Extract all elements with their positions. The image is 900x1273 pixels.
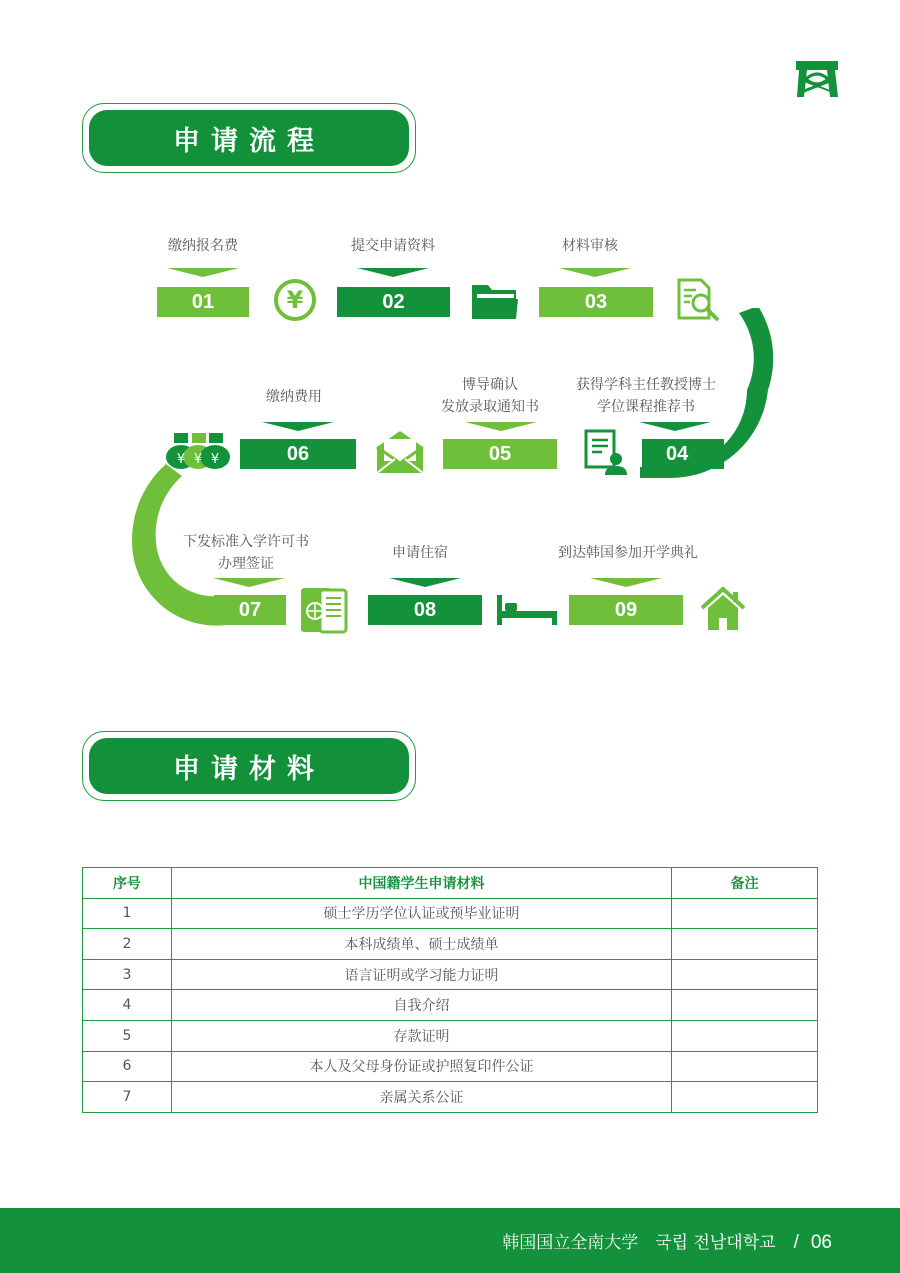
step-01-label: 缴纳报名费 (168, 238, 238, 254)
row-index: 4 (83, 990, 172, 1021)
table-row (83, 1020, 818, 1051)
step-07-label (176, 531, 316, 575)
header-note: 备注 (672, 868, 818, 899)
footer-text (502, 1228, 832, 1254)
page-number: 06 (810, 1232, 832, 1253)
step-05-label-line1: 博导确认 (462, 377, 518, 393)
step-07-label-line2: 办理签证 (218, 556, 274, 572)
svg-text:¥: ¥ (286, 286, 304, 314)
svg-text:¥: ¥ (176, 452, 186, 467)
step-02-label: 提交申请资料 (351, 238, 435, 254)
svg-text:¥: ¥ (193, 452, 203, 467)
step-04-label-line1: 获得学科主任教授博士 (576, 377, 716, 393)
row-note (672, 929, 818, 960)
row-note (672, 990, 818, 1021)
table-row (83, 898, 818, 929)
row-material: 语言证明或学习能力证明 (171, 959, 671, 990)
money-bags-icon (164, 430, 232, 470)
footer-separator: / (793, 1232, 799, 1253)
envelope-icon (375, 429, 425, 475)
row-material: 本科成绩单、硕士成绩单 (171, 929, 671, 960)
row-index: 3 (83, 959, 172, 990)
row-note (672, 1082, 818, 1113)
university-logo-icon (794, 57, 840, 101)
row-note (672, 898, 818, 929)
svg-text:¥: ¥ (210, 452, 220, 467)
row-material: 自我介绍 (171, 990, 671, 1021)
step-01-pointer (167, 268, 239, 277)
step-02-badge: 02 (337, 287, 450, 317)
section-header-materials (82, 731, 416, 801)
table-header-row (83, 868, 818, 899)
document-search-icon (676, 278, 722, 322)
row-material: 硕士学历学位认证或预毕业证明 (171, 898, 671, 929)
table-row (83, 929, 818, 960)
bed-icon (495, 593, 559, 627)
yen-icon (273, 278, 317, 322)
step-09-pointer (590, 578, 662, 587)
row-material: 本人及父母身份证或护照复印件公证 (171, 1051, 671, 1082)
section-header-process (82, 103, 416, 173)
step-08-pointer (389, 578, 461, 587)
step-07-badge: 07 (214, 595, 286, 625)
row-material: 存款证明 (171, 1020, 671, 1051)
step-07-label-line1: 下发标准入学许可书 (183, 534, 309, 550)
step-07-pointer (213, 578, 285, 587)
row-index: 7 (83, 1082, 172, 1113)
step-04-label (570, 374, 722, 418)
table-row (83, 1051, 818, 1082)
footer-bar (0, 1208, 900, 1273)
step-03-badge: 03 (539, 287, 653, 317)
footer-university-name: 韩国国立全南大学 국립 전남대학교 (502, 1233, 776, 1253)
document-person-icon (583, 428, 629, 476)
step-03-label: 材料审核 (562, 238, 618, 254)
table-row (83, 1082, 818, 1113)
row-index: 2 (83, 929, 172, 960)
header-material: 中国籍学生申请材料 (171, 868, 671, 899)
folder-icon (470, 279, 520, 321)
row-material: 亲属关系公证 (171, 1082, 671, 1113)
row-note (672, 959, 818, 990)
table-row (83, 959, 818, 990)
section-title: 申请材料 (89, 738, 409, 794)
section-title: 申请流程 (89, 110, 409, 166)
row-index: 1 (83, 898, 172, 929)
step-04-label-line2: 学位课程推荐书 (597, 399, 695, 415)
step-05-label (430, 374, 550, 418)
header-index: 序号 (83, 868, 172, 899)
row-note (672, 1020, 818, 1051)
step-09-label: 到达韩国参加开学典礼 (558, 545, 698, 561)
step-06-pointer (262, 422, 334, 431)
step-09-badge: 09 (569, 595, 683, 625)
step-08-badge: 08 (368, 595, 482, 625)
step-06-label: 缴纳费用 (266, 389, 322, 405)
step-04-badge: 04 (642, 439, 724, 469)
step-03-pointer (559, 268, 631, 277)
row-note (672, 1051, 818, 1082)
row-index: 6 (83, 1051, 172, 1082)
table-row (83, 990, 818, 1021)
passport-icon (298, 584, 350, 636)
step-04-pointer (639, 422, 711, 431)
step-05-label-line2: 发放录取通知书 (441, 399, 539, 415)
step-08-label: 申请住宿 (392, 545, 448, 561)
row-index: 5 (83, 1020, 172, 1051)
materials-table (82, 867, 818, 1113)
step-01-badge: 01 (157, 287, 249, 317)
step-06-badge: 06 (240, 439, 356, 469)
step-05-badge: 05 (443, 439, 557, 469)
step-02-pointer (357, 268, 429, 277)
step-05-pointer (465, 422, 537, 431)
house-icon (700, 586, 746, 632)
